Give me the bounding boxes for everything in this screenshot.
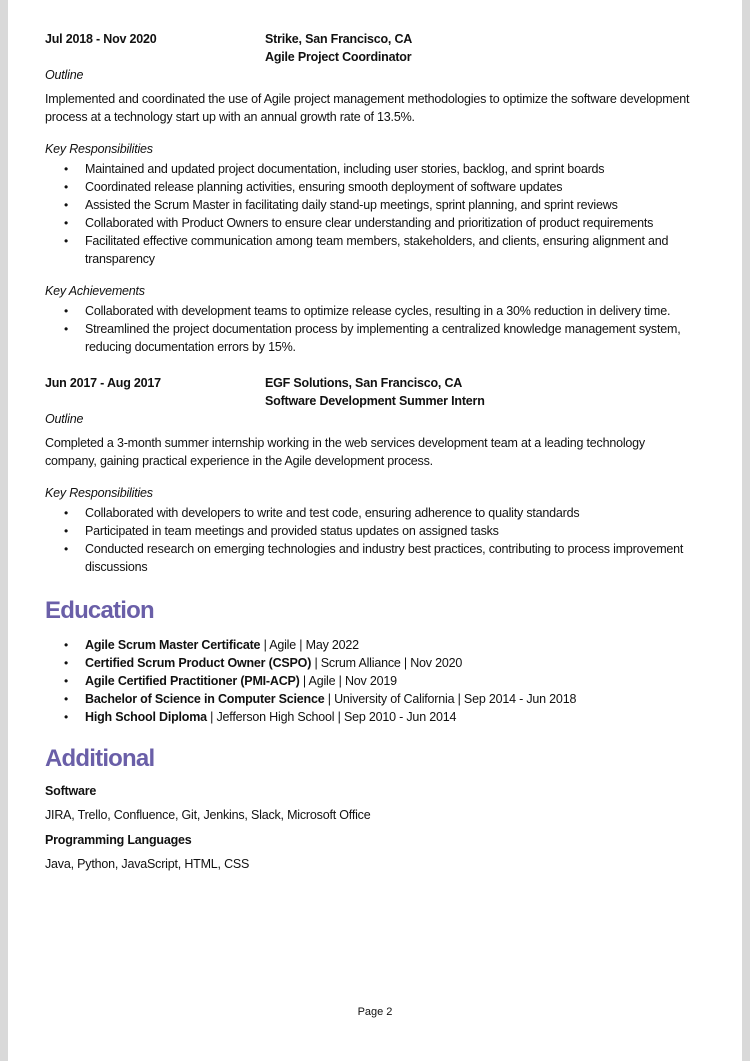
list-item: • Assisted the Scrum Master in facilitating daily stand-up meetings, sprint planning, and sprint reviews [85, 196, 695, 214]
education-detail: | Scrum Alliance | Nov 2020 [311, 656, 463, 670]
software-value: JIRA, Trello, Confluence, Git, Jenkins, Slack, Microsoft Office [45, 808, 371, 822]
responsibilities-label: Key Responsibilities [45, 142, 153, 156]
job-role: Software Development Summer Intern [265, 394, 485, 408]
list-item: • Coordinated release planning activities, ensuring smooth deployment of software updates [85, 178, 695, 196]
list-item: • Maintained and updated project documentation, including user stories, backlog, and sprint boards [85, 160, 695, 178]
education-detail: | Agile | May 2022 [260, 638, 359, 652]
achievements-list [45, 302, 695, 356]
education-item [85, 654, 695, 672]
education-list [45, 636, 695, 726]
education-title: High School Diploma [85, 710, 207, 724]
job-dates: Jul 2018 - Nov 2020 [45, 32, 157, 46]
responsibilities-list [45, 504, 695, 576]
languages-value: Java, Python, JavaScript, HTML, CSS [45, 857, 250, 871]
job-header [45, 372, 695, 410]
page-number: Page 2 [357, 1006, 393, 1018]
job-role: Agile Project Coordinator [265, 50, 412, 64]
list-item: • Streamlined the project documentation process by implementing a centralized knowledge management system, reducing documentation errors by 15%. [85, 320, 695, 356]
education-detail: | Jefferson High School | Sep 2010 - Jun 2014 [206, 710, 457, 724]
list-item: • Participated in team meetings and provided status updates on assigned tasks [85, 522, 695, 540]
education-detail: | University of California | Sep 2014 - Jun 2018 [324, 692, 577, 706]
education-heading: Education [45, 597, 154, 624]
list-item: • Facilitated effective communication among team members, stakeholders, and clients, ensuring alignment and transparency [85, 232, 695, 268]
education-detail: | Agile | Nov 2019 [299, 674, 397, 688]
list-item: • Collaborated with Product Owners to ensure clear understanding and prioritization of product requirements [85, 214, 695, 232]
responsibilities-label: Key Responsibilities [45, 486, 153, 500]
education-title: Agile Scrum Master Certificate [85, 638, 261, 652]
additional-heading: Additional [45, 745, 155, 772]
education-title: Agile Certified Practitioner (PMI-ACP) [85, 674, 300, 688]
resume-content [45, 28, 695, 873]
education-item [85, 708, 695, 726]
list-item: • Conducted research on emerging technologies and industry best practices, contributing to process improvement discussions [85, 540, 695, 576]
education-item [85, 690, 695, 708]
outline-text: Completed a 3-month summer internship working in the web services development team at a leading technology company, gaining practical experience in the Agile development process. [45, 436, 645, 468]
job-company: EGF Solutions, San Francisco, CA [265, 376, 463, 390]
list-item: • Collaborated with developers to write and test code, ensuring adherence to quality standards [85, 504, 695, 522]
education-item [85, 672, 695, 690]
outline-text: Implemented and coordinated the use of Agile project management methodologies to optimize the software development process at a technology start up with an annual growth rate of 13.5%. [45, 92, 690, 124]
resume-page [8, 0, 742, 1061]
languages-label: Programming Languages [45, 833, 192, 847]
education-item [85, 636, 695, 654]
education-title: Certified Scrum Product Owner (CSPO) [85, 656, 312, 670]
job-company: Strike, San Francisco, CA [265, 32, 413, 46]
job-entry [45, 372, 695, 576]
education-title: Bachelor of Science in Computer Science [85, 692, 325, 706]
job-dates: Jun 2017 - Aug 2017 [45, 376, 161, 390]
list-item: • Collaborated with development teams to optimize release cycles, resulting in a 30% reduction in delivery time. [85, 302, 695, 320]
outline-label: Outline [45, 68, 84, 82]
outline-label: Outline [45, 412, 84, 426]
job-header [45, 28, 695, 66]
software-label: Software [45, 784, 97, 798]
responsibilities-list [45, 160, 695, 268]
job-entry [45, 28, 695, 356]
achievements-label: Key Achievements [45, 284, 145, 298]
